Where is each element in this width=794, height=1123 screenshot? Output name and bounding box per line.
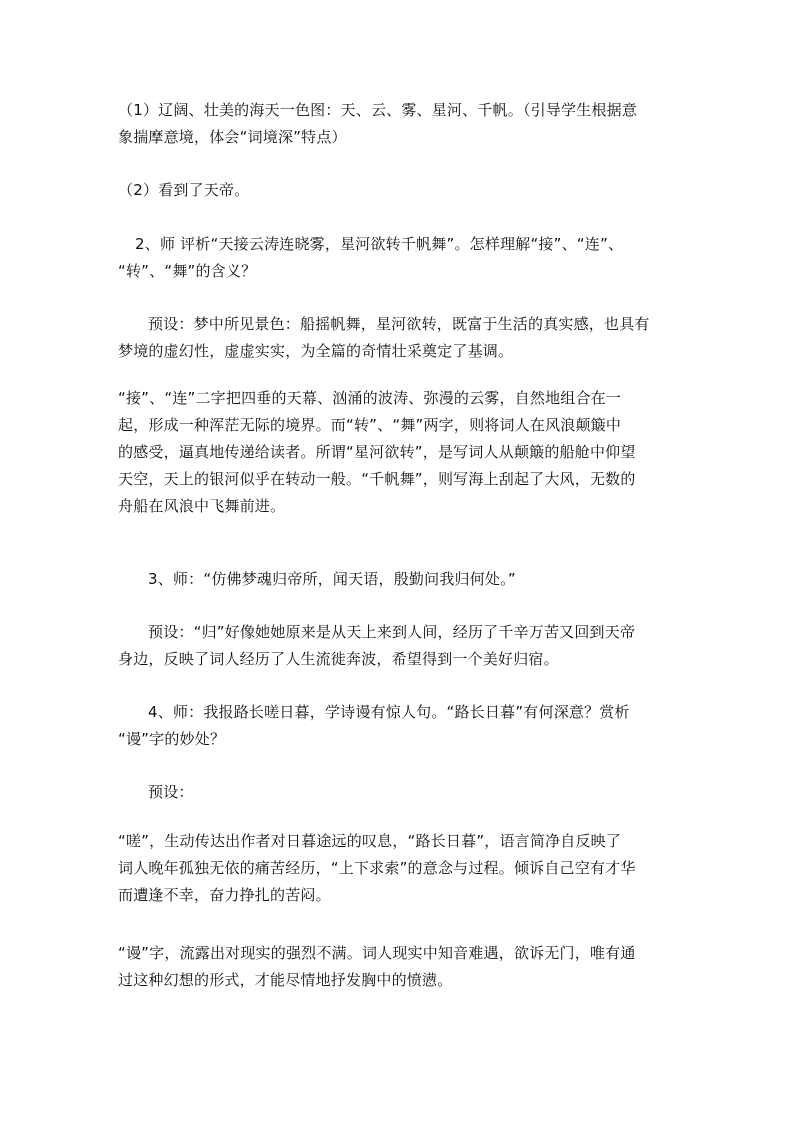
paragraph-4: [118, 311, 650, 365]
text-line: “谩”字，流露出对现实的强烈不满。词人现实中知音难遇，欲诉无门，唯有通: [118, 944, 636, 962]
text-line: “接”、“连”二字把四垂的天幕、汹涌的波涛、弥漫的云雾，自然地组合在一: [118, 389, 622, 407]
text-line: 3、师：“仿佛梦魂归帝所，闻天语，殷勤问我归何处。”: [148, 570, 516, 588]
paragraph-10: [118, 828, 636, 909]
paragraph-6: [148, 566, 516, 593]
text-line: （2）看到了天帝。: [118, 181, 250, 199]
paragraph-11: [118, 940, 636, 994]
text-line: 身边，反映了词人经历了人生流徙奔波，希望得到一个美好归宿。: [118, 650, 559, 668]
text-line: 而遭逢不幸，奋力挣扎的苦闷。: [118, 886, 331, 904]
text-line: “嗟”，生动传达出作者对日暮途远的叹息，“路长日暮”，语言简净自反映了: [118, 832, 622, 850]
paragraph-1: [118, 97, 637, 151]
text-line: “谩”字的妙处？: [118, 730, 226, 748]
text-line: 梦境的虚幻性，虚虚实实，为全篇的奇情壮采奠定了基调。: [118, 342, 514, 360]
text-line: 预设：“归”好像她她原来是从天上来到人间，经历了千辛万苦又回到天帝: [148, 623, 636, 641]
text-line: 预设：梦中所见景色：船摇帆舞，星河欲转，既富于生活的真实感，也具有: [148, 315, 650, 333]
paragraph-9: [148, 779, 194, 806]
text-line: 词人晚年孤独无依的痛苦经历，“上下求索”的意念与过程。倾诉自己空有才华: [118, 859, 636, 877]
text-line: 4、师：我报路长嗟日暮，学诗谩有惊人句。“路长日暮”有何深意？赏析: [148, 703, 630, 721]
paragraph-2: [118, 177, 249, 204]
text-line: 天空，天上的银河似乎在转动一般。“千帆舞”，则写海上刮起了大风，无数的: [118, 470, 636, 488]
text-line: 的感受，逼真地传递给读者。所谓“星河欲转”，是写词人从颠簸的船舱中仰望: [118, 443, 636, 461]
paragraph-7: [118, 619, 635, 673]
text-line: 起，形成一种浑茫无际的境界。而“转”、“舞”两字，则将词人在风浪颠簸中: [118, 416, 622, 434]
paragraph-5: [118, 385, 636, 520]
text-line: 舟船在风浪中飞舞前进。: [118, 497, 286, 515]
text-line: 象揣摩意境，体会“词境深”特点）: [118, 128, 347, 146]
paragraph-8: [118, 699, 630, 753]
text-line: 预设：: [148, 783, 194, 801]
text-line: （1）辽阔、壮美的海天一色图：天、云、雾、星河、千帆。（引导学生根据意: [118, 101, 638, 119]
text-line: 过这种幻想的形式，才能尽情地抒发胸中的愤懑。: [118, 971, 453, 989]
paragraph-3: [118, 231, 623, 285]
text-line: 2、师 评析“天接云涛连晓雾，星河欲转千帆舞”。怎样理解“接”、“连”、: [135, 235, 624, 253]
text-line: “转”、“舞”的含义？: [118, 262, 257, 280]
